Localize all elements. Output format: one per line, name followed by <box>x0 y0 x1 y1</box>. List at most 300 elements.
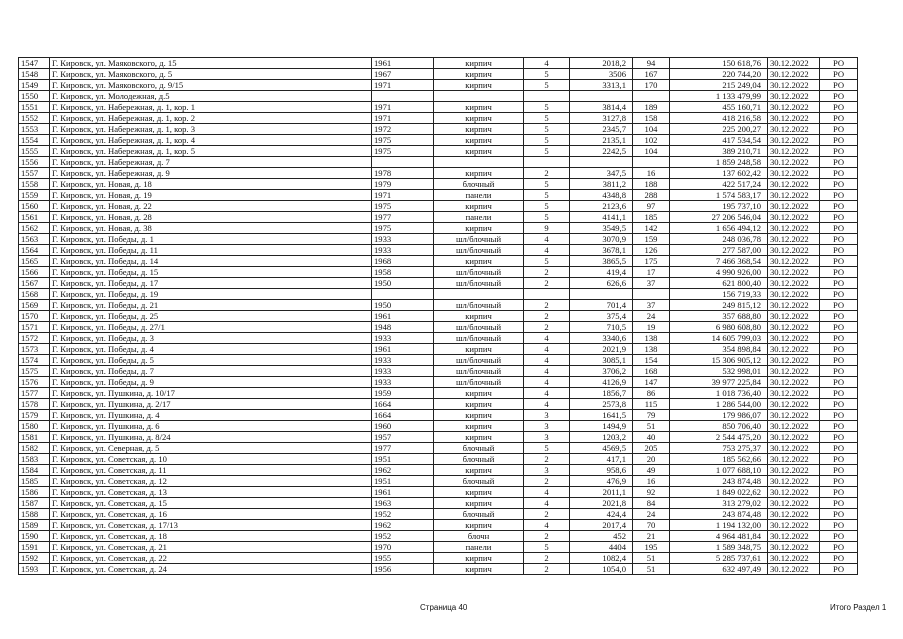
address-cell: Г. Кировск, ул. Советская, д. 18 <box>50 531 372 542</box>
date-cell: 30.12.2022 <box>768 289 820 300</box>
wall-material-cell: блочный <box>434 443 524 454</box>
address-cell: Г. Кировск, ул. Советская, д. 21 <box>50 542 372 553</box>
floors-cell: 2 <box>524 311 570 322</box>
build-year-cell: 1959 <box>372 388 434 399</box>
method-cell: РО <box>820 553 858 564</box>
method-cell: РО <box>820 520 858 531</box>
wall-material-cell: блочный <box>434 179 524 190</box>
cost-cell: 753 275,37 <box>670 443 768 454</box>
row-number-cell: 1566 <box>19 267 50 278</box>
address-cell: Г. Кировск, ул. Победы, д. 11 <box>50 245 372 256</box>
table-row <box>19 454 858 465</box>
address-cell: Г. Кировск, ул. Маяковского, д. 9/15 <box>50 80 372 91</box>
apartments-cell: 168 <box>633 366 670 377</box>
row-number-cell: 1581 <box>19 432 50 443</box>
cost-cell: 4 990 926,00 <box>670 267 768 278</box>
method-cell: РО <box>820 256 858 267</box>
address-cell: Г. Кировск, ул. Советская, д. 17/13 <box>50 520 372 531</box>
build-year-cell: 1956 <box>372 564 434 575</box>
apartments-cell: 104 <box>633 124 670 135</box>
floors-cell: 3 <box>524 432 570 443</box>
table-row <box>19 443 858 454</box>
apartments-cell: 175 <box>633 256 670 267</box>
area-cell: 2123,6 <box>570 201 633 212</box>
build-year-cell: 1962 <box>372 520 434 531</box>
apartments-cell: 205 <box>633 443 670 454</box>
row-number-cell: 1550 <box>19 91 50 102</box>
table-row <box>19 333 858 344</box>
cost-cell: 5 285 737,61 <box>670 553 768 564</box>
date-cell: 30.12.2022 <box>768 333 820 344</box>
wall-material-cell: шл/блочный <box>434 278 524 289</box>
floors-cell: 5 <box>524 80 570 91</box>
date-cell: 30.12.2022 <box>768 498 820 509</box>
wall-material-cell: кирпич <box>434 256 524 267</box>
cost-cell: 6 980 608,80 <box>670 322 768 333</box>
build-year-cell: 1977 <box>372 212 434 223</box>
table-row <box>19 201 858 212</box>
address-cell: Г. Кировск, ул. Набережная, д. 7 <box>50 157 372 168</box>
area-cell: 2242,5 <box>570 146 633 157</box>
address-cell: Г. Кировск, ул. Победы, д. 4 <box>50 344 372 355</box>
table-row <box>19 245 858 256</box>
row-number-cell: 1585 <box>19 476 50 487</box>
build-year-cell: 1971 <box>372 80 434 91</box>
build-year-cell: 1978 <box>372 168 434 179</box>
wall-material-cell: блочный <box>434 454 524 465</box>
floors-cell: 9 <box>524 223 570 234</box>
cost-cell: 179 986,07 <box>670 410 768 421</box>
apartments-cell: 188 <box>633 179 670 190</box>
build-year-cell: 1664 <box>372 410 434 421</box>
apartments-cell: 126 <box>633 245 670 256</box>
floors-cell: 3 <box>524 465 570 476</box>
address-cell: Г. Кировск, ул. Победы, д. 17 <box>50 278 372 289</box>
date-cell: 30.12.2022 <box>768 223 820 234</box>
apartments-cell: 92 <box>633 487 670 498</box>
area-cell: 3811,2 <box>570 179 633 190</box>
apartments-cell: 17 <box>633 267 670 278</box>
build-year-cell: 1970 <box>372 542 434 553</box>
apartments-cell: 79 <box>633 410 670 421</box>
address-cell: Г. Кировск, ул. Маяковского, д. 15 <box>50 58 372 69</box>
date-cell: 30.12.2022 <box>768 124 820 135</box>
cost-cell: 1 574 583,17 <box>670 190 768 201</box>
apartments-cell: 16 <box>633 476 670 487</box>
cost-cell: 14 605 799,03 <box>670 333 768 344</box>
row-number-cell: 1547 <box>19 58 50 69</box>
floors-cell: 4 <box>524 487 570 498</box>
floors-cell: 5 <box>524 135 570 146</box>
method-cell: РО <box>820 333 858 344</box>
method-cell: РО <box>820 190 858 201</box>
date-cell: 30.12.2022 <box>768 267 820 278</box>
floors-cell: 4 <box>524 355 570 366</box>
wall-material-cell <box>434 289 524 300</box>
wall-material-cell: кирпич <box>434 311 524 322</box>
cost-cell: 220 744,20 <box>670 69 768 80</box>
date-cell: 30.12.2022 <box>768 531 820 542</box>
cost-cell: 225 200,27 <box>670 124 768 135</box>
floors-cell: 5 <box>524 443 570 454</box>
address-cell: Г. Кировск, ул. Набережная, д. 1, кор. 2 <box>50 113 372 124</box>
build-year-cell: 1948 <box>372 322 434 333</box>
floors-cell: 2 <box>524 168 570 179</box>
date-cell: 30.12.2022 <box>768 245 820 256</box>
table-row <box>19 124 858 135</box>
row-number-cell: 1591 <box>19 542 50 553</box>
cost-cell: 632 497,49 <box>670 564 768 575</box>
row-number-cell: 1592 <box>19 553 50 564</box>
address-cell: Г. Кировск, ул. Советская, д. 24 <box>50 564 372 575</box>
cost-cell: 215 249,04 <box>670 80 768 91</box>
apartments-cell: 51 <box>633 421 670 432</box>
method-cell: РО <box>820 157 858 168</box>
row-number-cell: 1564 <box>19 245 50 256</box>
date-cell: 30.12.2022 <box>768 487 820 498</box>
row-number-cell: 1561 <box>19 212 50 223</box>
address-cell: Г. Кировск, ул. Набережная, д. 1, кор. 5 <box>50 146 372 157</box>
floors-cell: 2 <box>524 564 570 575</box>
floors-cell: 4 <box>524 333 570 344</box>
cost-cell: 156 719,33 <box>670 289 768 300</box>
build-year-cell: 1952 <box>372 509 434 520</box>
table-row <box>19 553 858 564</box>
build-year-cell: 1975 <box>372 223 434 234</box>
area-cell: 4141,1 <box>570 212 633 223</box>
row-number-cell: 1574 <box>19 355 50 366</box>
date-cell: 30.12.2022 <box>768 443 820 454</box>
wall-material-cell: кирпич <box>434 399 524 410</box>
apartments-cell: 115 <box>633 399 670 410</box>
floors-cell: 4 <box>524 388 570 399</box>
cost-cell: 2 544 475,20 <box>670 432 768 443</box>
floors-cell: 5 <box>524 179 570 190</box>
floors-cell: 5 <box>524 146 570 157</box>
apartments-cell: 40 <box>633 432 670 443</box>
method-cell: РО <box>820 465 858 476</box>
apartments-cell: 51 <box>633 564 670 575</box>
apartments-cell: 102 <box>633 135 670 146</box>
table-row <box>19 410 858 421</box>
apartments-cell: 138 <box>633 344 670 355</box>
floors-cell: 2 <box>524 553 570 564</box>
cost-cell: 1 589 348,75 <box>670 542 768 553</box>
date-cell: 30.12.2022 <box>768 476 820 487</box>
row-number-cell: 1575 <box>19 366 50 377</box>
date-cell: 30.12.2022 <box>768 168 820 179</box>
build-year-cell: 1961 <box>372 311 434 322</box>
build-year-cell: 1967 <box>372 69 434 80</box>
date-cell: 30.12.2022 <box>768 564 820 575</box>
address-cell: Г. Кировск, ул. Пушкина, д. 2/17 <box>50 399 372 410</box>
area-cell: 3814,4 <box>570 102 633 113</box>
table-row <box>19 157 858 168</box>
row-number-cell: 1551 <box>19 102 50 113</box>
method-cell: РО <box>820 454 858 465</box>
row-number-cell: 1565 <box>19 256 50 267</box>
address-cell: Г. Кировск, ул. Победы, д. 3 <box>50 333 372 344</box>
registry-table <box>18 57 858 575</box>
table-row <box>19 135 858 146</box>
build-year-cell: 1971 <box>372 113 434 124</box>
area-cell: 4348,8 <box>570 190 633 201</box>
area-cell <box>570 91 633 102</box>
address-cell: Г. Кировск, ул. Набережная, д. 9 <box>50 168 372 179</box>
method-cell: РО <box>820 388 858 399</box>
area-cell: 3506 <box>570 69 633 80</box>
area-cell: 2573,8 <box>570 399 633 410</box>
address-cell: Г. Кировск, ул. Северная, д. 5 <box>50 443 372 454</box>
row-number-cell: 1572 <box>19 333 50 344</box>
row-number-cell: 1588 <box>19 509 50 520</box>
build-year-cell: 1977 <box>372 443 434 454</box>
method-cell: РО <box>820 443 858 454</box>
address-cell: Г. Кировск, ул. Победы, д. 7 <box>50 366 372 377</box>
method-cell: РО <box>820 531 858 542</box>
build-year-cell: 1933 <box>372 366 434 377</box>
address-cell: Г. Кировск, ул. Победы, д. 19 <box>50 289 372 300</box>
floors-cell: 5 <box>524 124 570 135</box>
wall-material-cell: кирпич <box>434 58 524 69</box>
table-row <box>19 366 858 377</box>
method-cell: РО <box>820 124 858 135</box>
floors-cell: 4 <box>524 344 570 355</box>
row-number-cell: 1558 <box>19 179 50 190</box>
table-row <box>19 531 858 542</box>
table-row <box>19 388 858 399</box>
apartments-cell: 104 <box>633 146 670 157</box>
date-cell: 30.12.2022 <box>768 388 820 399</box>
table-row <box>19 421 858 432</box>
apartments-cell: 195 <box>633 542 670 553</box>
date-cell: 30.12.2022 <box>768 58 820 69</box>
floors-cell: 2 <box>524 531 570 542</box>
wall-material-cell: панели <box>434 190 524 201</box>
row-number-cell: 1583 <box>19 454 50 465</box>
apartments-cell <box>633 91 670 102</box>
method-cell: РО <box>820 344 858 355</box>
apartments-cell: 21 <box>633 531 670 542</box>
apartments-cell: 51 <box>633 553 670 564</box>
date-cell: 30.12.2022 <box>768 421 820 432</box>
area-cell: 375,4 <box>570 311 633 322</box>
cost-cell: 417 534,54 <box>670 135 768 146</box>
cost-cell: 354 898,84 <box>670 344 768 355</box>
row-number-cell: 1559 <box>19 190 50 201</box>
table-row <box>19 520 858 531</box>
apartments-cell: 37 <box>633 300 670 311</box>
area-cell: 3549,5 <box>570 223 633 234</box>
address-cell: Г. Кировск, ул. Победы, д. 5 <box>50 355 372 366</box>
table-row <box>19 146 858 157</box>
floors-cell: 2 <box>524 476 570 487</box>
page-number: Страница 40 <box>420 603 468 612</box>
wall-material-cell: кирпич <box>434 168 524 179</box>
method-cell: РО <box>820 234 858 245</box>
cost-cell: 1 859 248,58 <box>670 157 768 168</box>
method-cell: РО <box>820 421 858 432</box>
address-cell: Г. Кировск, ул. Советская, д. 22 <box>50 553 372 564</box>
apartments-cell: 142 <box>633 223 670 234</box>
cost-cell: 4 964 481,84 <box>670 531 768 542</box>
date-cell: 30.12.2022 <box>768 300 820 311</box>
table-row <box>19 168 858 179</box>
area-cell: 626,6 <box>570 278 633 289</box>
row-number-cell: 1555 <box>19 146 50 157</box>
method-cell: РО <box>820 322 858 333</box>
row-number-cell: 1571 <box>19 322 50 333</box>
table-row <box>19 267 858 278</box>
wall-material-cell: кирпич <box>434 388 524 399</box>
cost-cell: 389 210,71 <box>670 146 768 157</box>
row-number-cell: 1552 <box>19 113 50 124</box>
area-cell: 1856,7 <box>570 388 633 399</box>
row-number-cell: 1557 <box>19 168 50 179</box>
floors-cell: 4 <box>524 399 570 410</box>
cost-cell: 248 036,78 <box>670 234 768 245</box>
address-cell: Г. Кировск, ул. Новая, д. 28 <box>50 212 372 223</box>
method-cell: РО <box>820 135 858 146</box>
method-cell: РО <box>820 212 858 223</box>
date-cell: 30.12.2022 <box>768 311 820 322</box>
table-row <box>19 300 858 311</box>
date-cell: 30.12.2022 <box>768 377 820 388</box>
row-number-cell: 1577 <box>19 388 50 399</box>
date-cell: 30.12.2022 <box>768 344 820 355</box>
floors-cell: 3 <box>524 410 570 421</box>
address-cell: Г. Кировск, ул. Набережная, д. 1, кор. 1 <box>50 102 372 113</box>
method-cell: РО <box>820 168 858 179</box>
build-year-cell: 1961 <box>372 58 434 69</box>
area-cell: 2017,4 <box>570 520 633 531</box>
table-row <box>19 399 858 410</box>
area-cell: 3070,9 <box>570 234 633 245</box>
floors-cell: 4 <box>524 520 570 531</box>
row-number-cell: 1573 <box>19 344 50 355</box>
wall-material-cell: кирпич <box>434 432 524 443</box>
area-cell: 347,5 <box>570 168 633 179</box>
wall-material-cell: шл/блочный <box>434 322 524 333</box>
cost-cell: 27 206 546,04 <box>670 212 768 223</box>
build-year-cell: 1664 <box>372 399 434 410</box>
address-cell: Г. Кировск, ул. Советская, д. 11 <box>50 465 372 476</box>
row-number-cell: 1553 <box>19 124 50 135</box>
address-cell: Г. Кировск, ул. Победы, д. 27/1 <box>50 322 372 333</box>
apartments-cell: 138 <box>633 333 670 344</box>
area-cell: 452 <box>570 531 633 542</box>
method-cell: РО <box>820 201 858 212</box>
row-number-cell: 1576 <box>19 377 50 388</box>
method-cell: РО <box>820 366 858 377</box>
wall-material-cell: кирпич <box>434 146 524 157</box>
address-cell: Г. Кировск, ул. Победы, д. 15 <box>50 267 372 278</box>
floors-cell <box>524 157 570 168</box>
apartments-cell <box>633 157 670 168</box>
wall-material-cell: шл/блочный <box>434 267 524 278</box>
date-cell: 30.12.2022 <box>768 432 820 443</box>
build-year-cell: 1933 <box>372 333 434 344</box>
build-year-cell: 1960 <box>372 421 434 432</box>
wall-material-cell: кирпич <box>434 553 524 564</box>
table-row <box>19 113 858 124</box>
area-cell: 424,4 <box>570 509 633 520</box>
build-year-cell: 1933 <box>372 377 434 388</box>
wall-material-cell: шл/блочный <box>434 234 524 245</box>
apartments-cell: 19 <box>633 322 670 333</box>
address-cell: Г. Кировск, ул. Новая, д. 18 <box>50 179 372 190</box>
row-number-cell: 1567 <box>19 278 50 289</box>
wall-material-cell: шл/блочный <box>434 355 524 366</box>
area-cell: 710,5 <box>570 322 633 333</box>
build-year-cell: 1979 <box>372 179 434 190</box>
floors-cell: 4 <box>524 245 570 256</box>
build-year-cell <box>372 91 434 102</box>
apartments-cell: 147 <box>633 377 670 388</box>
address-cell: Г. Кировск, ул. Новая, д. 38 <box>50 223 372 234</box>
build-year-cell <box>372 289 434 300</box>
method-cell: РО <box>820 69 858 80</box>
method-cell: РО <box>820 80 858 91</box>
method-cell: РО <box>820 179 858 190</box>
build-year-cell: 1968 <box>372 256 434 267</box>
address-cell: Г. Кировск, ул. Набережная, д. 1, кор. 3 <box>50 124 372 135</box>
date-cell: 30.12.2022 <box>768 542 820 553</box>
floors-cell: 5 <box>524 256 570 267</box>
row-number-cell: 1560 <box>19 201 50 212</box>
table-row <box>19 80 858 91</box>
build-year-cell: 1957 <box>372 432 434 443</box>
row-number-cell: 1587 <box>19 498 50 509</box>
method-cell: РО <box>820 476 858 487</box>
cost-cell: 1 133 479,99 <box>670 91 768 102</box>
area-cell: 1203,2 <box>570 432 633 443</box>
cost-cell: 243 874,48 <box>670 509 768 520</box>
apartments-cell: 16 <box>633 168 670 179</box>
wall-material-cell: блочный <box>434 476 524 487</box>
wall-material-cell: кирпич <box>434 421 524 432</box>
cost-cell: 850 706,40 <box>670 421 768 432</box>
table-row <box>19 278 858 289</box>
area-cell: 2018,2 <box>570 58 633 69</box>
cost-cell: 418 216,58 <box>670 113 768 124</box>
floors-cell: 5 <box>524 201 570 212</box>
area-cell: 2345,7 <box>570 124 633 135</box>
row-number-cell: 1578 <box>19 399 50 410</box>
address-cell: Г. Кировск, ул. Советская, д. 13 <box>50 487 372 498</box>
cost-cell: 313 279,02 <box>670 498 768 509</box>
table-row <box>19 465 858 476</box>
method-cell: РО <box>820 289 858 300</box>
address-cell: Г. Кировск, ул. Маяковского, д. 5 <box>50 69 372 80</box>
wall-material-cell: кирпич <box>434 344 524 355</box>
table-row <box>19 190 858 201</box>
apartments-cell: 189 <box>633 102 670 113</box>
method-cell: РО <box>820 355 858 366</box>
wall-material-cell: кирпич <box>434 498 524 509</box>
date-cell: 30.12.2022 <box>768 80 820 91</box>
area-cell: 3127,8 <box>570 113 633 124</box>
date-cell: 30.12.2022 <box>768 146 820 157</box>
method-cell: РО <box>820 377 858 388</box>
cost-cell: 1 849 022,62 <box>670 487 768 498</box>
row-number-cell: 1593 <box>19 564 50 575</box>
row-number-cell: 1549 <box>19 80 50 91</box>
floors-cell: 2 <box>524 454 570 465</box>
address-cell: Г. Кировск, ул. Молодежная, д.5 <box>50 91 372 102</box>
wall-material-cell: кирпич <box>434 124 524 135</box>
table-row <box>19 58 858 69</box>
